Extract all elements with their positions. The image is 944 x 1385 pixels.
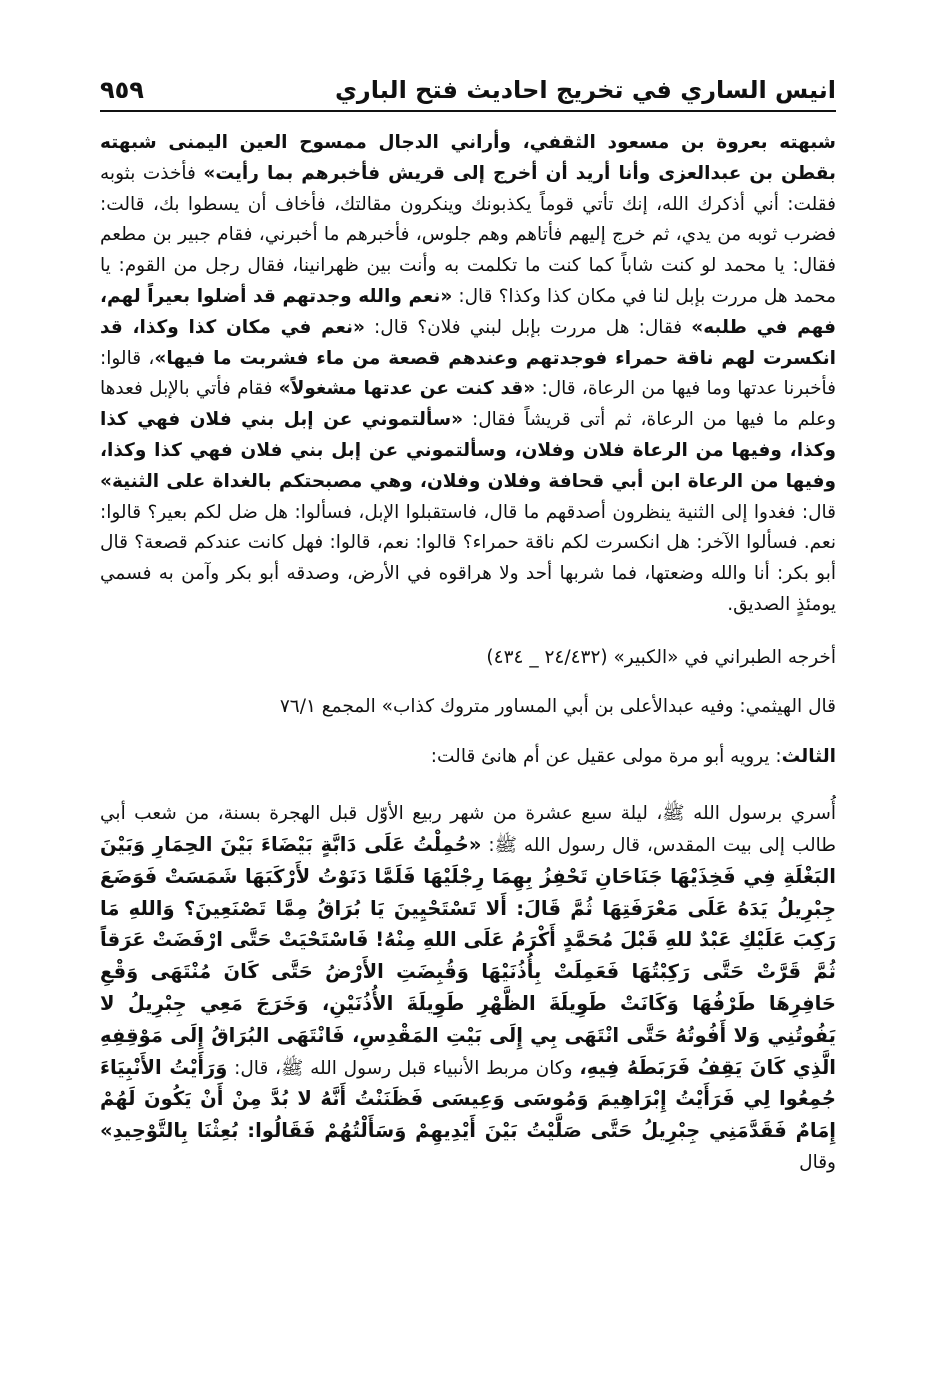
paragraph-third-narration <box>100 742 836 773</box>
narration-segment: وكان مربط الأنبياء قبل رسول الله ﷺ، قال: <box>227 1057 580 1079</box>
book-title: انيس الساري في تخريج احاديث فتح الباري <box>334 76 836 104</box>
quote-segment: «قد كنت عن عدتها مشغولاً» <box>278 378 536 400</box>
narration-segment: : يرويه أبو مرة مولى عقيل عن أم هانئ قالت: <box>430 746 782 768</box>
quote-segment: وَرَأَيْتُ الأَنْبِيَاءَ جُمِعُوا لِي فَرَأَيْتُ إِبْرَاهِيمَ وَمُوسَى وَعِيسَى فَظَنَنْتُ أَنَّهُ لا بُدَّ مِنْ أَنْ يَكُونَ لَهُمْ إِمَامٌ فَقَدَّمَنِي جِبْرِيلُ حَتَّى صَلَّيْتُ بَيْنَ أَيْدِيهِمْ وَسَأَلْتُهُمْ فَقَالُوا: بُعِثْنَا بِالتَّوْحِيدِ» <box>100 1055 836 1143</box>
narration-segment: قال: فغدوا إلى الثنية ينظرون أصدقهم ما قال، فاستقبلوا الإبل، فسألوا: هل ضل لكم بعير؟ قالوا: نعم. فسألوا الآخر: هل انكسرت لكم ناقة حمراء؟ قالوا: نعم، قالوا: فهل كانت عندكم قصعة؟ قال أبو بكر: أنا والله وضعتها، فما شربها أحد ولا هراقوه في الأرض، وصدقه أبو بكر وآمن به فسمي يومئذٍ الصديق. <box>100 501 836 615</box>
paragraph-hadith-continuation <box>100 128 836 621</box>
quote-segment: «نعم في مكان كذا وكذا، قد انكسرت لهم ناقة حمراء فوجدتهم وعندهم قصعة من ماء فشربت ما فيها» <box>100 316 837 369</box>
section-label: الثالث <box>781 746 836 768</box>
quote-segment: شبهته بعروة بن مسعود الثقفي، وأراني الدجال ممسوح العين اليمنى شبهته بقطن بن عبدالعزى وأنا أريد أن أخرج إلى قريش فأخبرهم بما رأيت» <box>100 132 836 184</box>
paragraph-isra-hadith <box>100 799 836 1179</box>
narration-segment: فأخذت بثوبه فقلت: أني أذكرك الله، إنك تأتي قوماً يكذبونك وينكرون مقالتك، فأخاف أن يسطوا بك، قالت: فضرب ثوبه من يدي، ثم خرج إليهم فأتاهم وهم جلوس، فأخبرهم ما أخبرني، فقام جبير بن مطعم فقال: يا محمد لو كنت شاباً كما كنت ما تكلمت به وأنت بين ظهرانينا، فقال رجل من القوم: يا محمد هل مررت بإبل لنا في مكان كذا وكذا؟ قال: <box>100 162 836 307</box>
quote-segment: «نعم والله وجدتهم قد أضلوا بعيراً لهم، فهم في طلبه» <box>100 285 836 338</box>
narration-segment: أُسري برسول الله ﷺ، ليلة سبع عشرة من شهر ربيع الأوّل قبل الهجرة بسنة، من شعب أبي طالب إلى بيت المقدس، قال رسول الله ﷺ: <box>100 803 836 856</box>
running-header <box>100 66 836 112</box>
narration-segment: فقام فأتي بالإبل فعدها وعلم ما فيها من الرعاة، ثم أتى قريشاً فقال: <box>100 378 836 431</box>
paragraph-takhrij: أخرجه الطبراني في «الكبير» (٢٤/٤٣٢ _ ٤٣٤) <box>486 646 836 668</box>
narration-segment: ، قالوا: فأخبرنا عدتها وما فيها من الرعاة، قال: <box>100 347 836 400</box>
narration-segment: وقال <box>799 1151 836 1173</box>
paragraph-haythami: قال الهيثمي: وفيه عبدالأعلى بن أبي المساور متروك كذاب» المجمع ٧٦/١ <box>279 695 836 717</box>
quote-segment: «سألتموني عن إبل بني فلان فهي كذا وكذا، وفيها من الرعاة فلان وفلان، وسألتموني عن إبل بني فلان فهي كذا وكذا، وفيها من الرعاة ابن أبي قحافة وفلان وفلان، وهي مصبحتكم بالغداة على الثنية» <box>100 409 836 492</box>
narration-segment: فقال: هل مررت بإبل لبني فلان؟ قال: <box>364 316 692 338</box>
page-body <box>100 128 836 1179</box>
page-number: ٩٥٩ <box>100 76 144 104</box>
quote-segment: «حُمِلْتُ عَلَى دَابَّةٍ بَيْضَاءَ بَيْنَ الحِمَارِ وَبَيْنَ البَغْلَةِ فِي فَخِذَيْهَا جَنَاحَانِ تَحْفِزُ بِهِمَا رِجْلَيْهَا فَلَمَّا دَنَوْتُ لأَرْكَبَهَا شَمَسَتْ فَوَضَعَ جِبْرِيلُ يَدَهُ عَلَى مَعْرَفَتِهَا ثُمَّ قَالَ: أَلا تَسْتَحْيِينَ يَا بُرَاقُ مِمَّا تَصْنَعِينَ؟ وَاللهِ مَا رَكِبَ عَلَيْكِ عَبْدٌ للهِ قَبْلَ مُحَمَّدٍ أَكْرَمُ عَلَى اللهِ مِنْهُ! فَاسْتَحْيَتْ حَتَّى ارْفَضَتْ عَرَقاً ثُمَّ قَرَّتْ حَتَّى رَكِبْتُهَا فَعَمِلَتْ بِأُذُنَيْهَا وَقُبِضَتِ الأَرْضُ حَتَّى كَانَ مُنْتَهَى وَقْعِ حَافِرِهَا طَرْفُهَا وَكَانَتْ طَوِيلَةَ الظَّهْرِ طَوِيلَةَ الأُذُنَيْنِ، وَخَرَجَ مَعِي جِبْرِيلُ لا يَفُوتُنِي وَلا أَفُوتُهُ حَتَّى انْتَهَى بِي إِلَى بَيْتِ المَقْدِسِ، فَانْتَهَى البُرَاقُ إِلَى مَوْقِفِهِ الَّذِي كَانَ يَقِفُ فَرَبَطَهُ فِيهِ، <box>100 832 836 1079</box>
